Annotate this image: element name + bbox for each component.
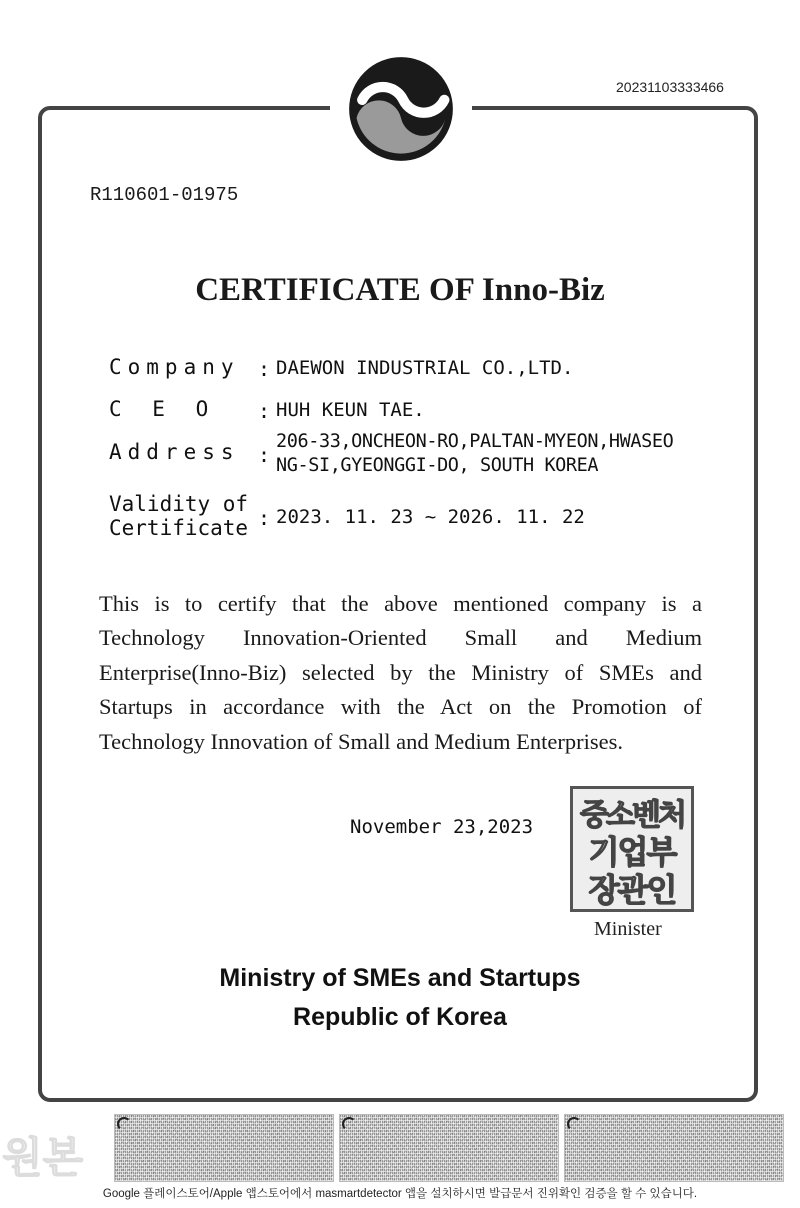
address-value-line1: 206-33,ONCHEON-RO,PALTAN-MYEON,HWASEO — [276, 431, 674, 452]
svg-text:원본: 원본 — [2, 1133, 84, 1182]
svg-text:기업부: 기업부 — [588, 833, 676, 871]
issue-date: November 23,2023 — [350, 816, 534, 838]
validity-colon: : — [258, 506, 271, 530]
issuer-ministry: Ministry of SMEs and Startups — [219, 964, 581, 992]
security-code-block-3 — [564, 1114, 784, 1182]
original-stamp-icon — [0, 1128, 100, 1184]
document-serial-number: 20231103333466 — [616, 79, 724, 95]
code-corner-icon — [117, 1117, 131, 1131]
ceo-label: C E O — [109, 397, 211, 421]
verification-notice: Google 플레이스토어/Apple 앱스토어에서 masmartdetector 앱을 설치하시면 발급문서 진위확인 검증을 할 수 있습니다. — [102, 1188, 698, 1200]
validity-label-line1: Validity of — [109, 492, 249, 516]
official-seal — [570, 786, 694, 912]
validity-label-line2: Certificate — [109, 516, 249, 540]
company-value: DAEWON INDUSTRIAL CO.,LTD. — [276, 357, 574, 379]
code-corner-icon — [342, 1117, 356, 1131]
registration-number: R110601-01975 — [90, 184, 239, 206]
address-value-line2: NG-SI,GYEONGGI-DO, SOUTH KOREA — [276, 455, 599, 476]
company-label: Company — [109, 355, 240, 379]
validity-value: 2023. 11. 23 ~ 2026. 11. 22 — [276, 506, 585, 528]
address-colon: : — [258, 443, 271, 467]
security-code-block-2 — [339, 1114, 559, 1182]
svg-text:중소벤처: 중소벤처 — [580, 798, 684, 833]
security-code-block-1 — [114, 1114, 334, 1182]
ceo-value: HUH KEUN TAE. — [276, 399, 425, 421]
certification-statement: This is to certify that the above mentioned company is a Technology Innovation-Oriented Small and Medium Enterprise(Inno-Biz) selected by the Ministry of SMEs and Startups in accordance with the Act on the Promotion of Technology Innovation of Small and Medium Enterprises. — [99, 591, 702, 754]
ceo-colon: : — [258, 399, 271, 423]
code-corner-icon — [567, 1117, 581, 1131]
certificate-title: CERTIFICATE OF Inno-Biz — [195, 272, 605, 308]
svg-text:장관인: 장관인 — [588, 871, 676, 909]
minister-label: Minister — [594, 918, 662, 940]
company-colon: : — [258, 357, 271, 381]
address-label: Address — [109, 440, 240, 464]
official-seal-icon — [573, 789, 691, 909]
government-emblem-icon — [344, 52, 458, 166]
issuer-country: Republic of Korea — [293, 1003, 507, 1031]
